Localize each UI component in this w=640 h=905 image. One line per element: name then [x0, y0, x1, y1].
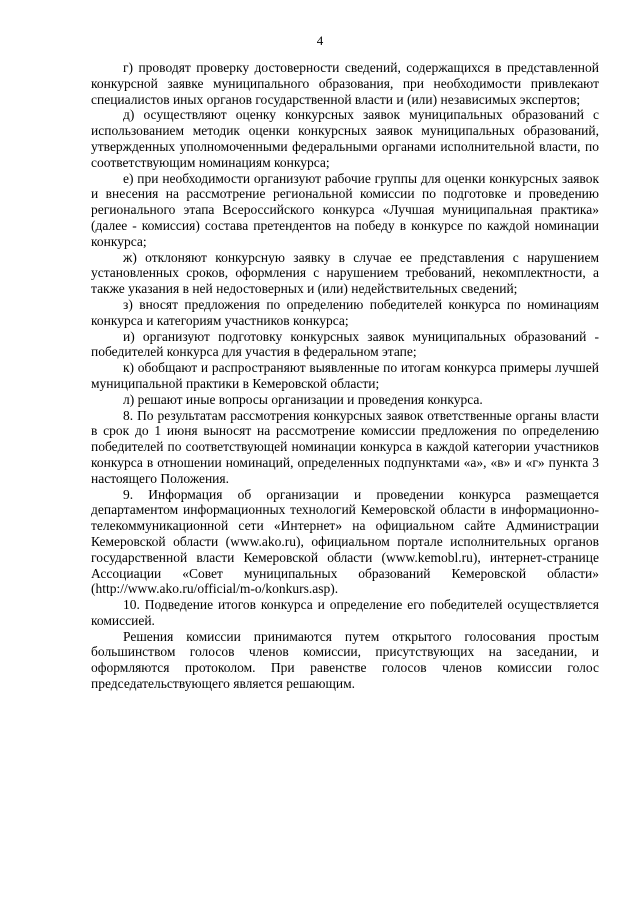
document-body	[91, 60, 599, 692]
paragraph-e: е) при необходимости организуют рабочие группы для оценки конкурсных заявок и внесения на рассмотрение региональной комиссии по подготовке и проведению регионального этапа Всероссийского конкурса «Лучшая муниципальная практика» (далее - комиссия) состава претендентов на победу в конкурсе по каждой номинации конкурса;	[91, 170, 599, 249]
paragraph-z: з) вносят предложения по определению победителей конкурса по номинациям конкурса и категориям участников конкурса;	[91, 296, 599, 328]
paragraph-i: и) организуют подготовку конкурсных заявок муниципальных образований - победителей конкурса для участия в федеральном этапе;	[91, 328, 599, 360]
paragraph-10: 10. Подведение итогов конкурса и определение его победителей осуществляется комиссией.	[91, 597, 599, 628]
paragraph-9: 9. Информация об организации и проведении конкурса размещается департаментом информационных технологий Кемеровской области в информационно-телекоммуникационной сети «Интернет» на официальном сайте Администрации Кемеровской области (www.ako.ru), официальном портале исполнительных органов государственной власти Кемеровской области (www.kemobl.ru), интернет-странице Ассоциации «Совет муниципальных образований Кемеровской области» (http://www.ako.ru/official/m-o/konkurs.asp).	[91, 486, 599, 597]
paragraph-l: л) решают иные вопросы организации и проведения конкурса.	[123, 391, 483, 407]
paragraph-decisions: Решения комиссии принимаются путем открытого голосования простым большинством голосов членов комиссии, присутствующих на заседании, и оформляются протоколом. При равенстве голосов членов комиссии голос председательствующего является решающим.	[91, 628, 599, 692]
paragraph-d: д) осуществляют оценку конкурсных заявок муниципальных образований с использованием методик оценки конкурсных заявок муниципальных образований, утвержденных уполномоченными федеральными органами исполнительной власти, по соответствующим номинациям конкурса;	[91, 107, 599, 170]
paragraph-zh: ж) отклоняют конкурсную заявку в случае ее представления с нарушением установленных сроков, оформления с нарушением требований, некомплектности, а также указания в ней недостоверных и (или) недействительных сведений;	[91, 249, 599, 297]
page-number: 4	[316, 33, 324, 48]
paragraph-8: 8. По результатам рассмотрения конкурсных заявок ответственные органы власти в срок до 1 июня выносят на рассмотрение комиссии предложения по определению победителей по соответствующей номинации конкурса в каждой категории участников конкурса в отношении номинаций, определенных подпунктами «а», «в» и «г» пункта 3 настоящего Положения.	[91, 407, 599, 486]
paragraph-g: г) проводят проверку достоверности сведений, содержащихся в представленной конкурсной заявке муниципального образования, при необходимости привлекают специалистов иных органов государственной власти и (или) независимых экспертов;	[91, 60, 599, 107]
paragraph-k: к) обобщают и распространяют выявленные по итогам конкурса примеры лучшей муниципальной практики в Кемеровской области;	[91, 360, 599, 391]
